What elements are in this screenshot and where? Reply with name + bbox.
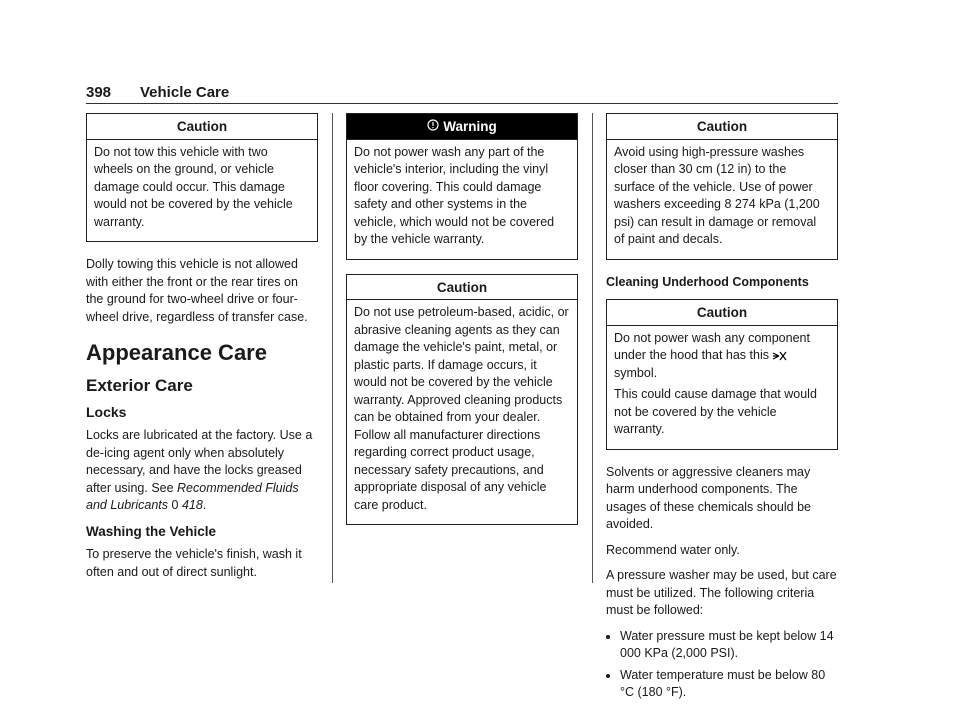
caution-box: [86, 113, 318, 242]
caution-text: Avoid using high-pressure washes closer than 30 cm (12 in) to the surface of the vehicle. Use of power washers exceeding 8 274 kPa (1,200 psi) can result in damage or removal of paint and decals.: [614, 144, 820, 246]
heading-exterior-care: Exterior Care: [86, 376, 193, 395]
caution-text: Do not tow this vehicle with two wheels on the ground, or vehicle damage could occur. This damage would not be covered by the vehicle warranty.: [94, 144, 293, 229]
list-item: • Water pressure must be kept below 14 000 KPa (2,000 PSI).: [620, 628, 838, 663]
solvents-paragraph: Solvents or aggressive cleaners may harm underhood components. The usages of these chemicals should be avoided.: [606, 464, 811, 531]
caution-title: Caution: [87, 114, 317, 140]
criteria-list: [606, 628, 838, 702]
caution-text: Do not use petroleum-based, acidic, or abrasive cleaning agents as they can damage the vehicle's paint, metal, or plastic parts. If damage occurs, it would not be covered by the vehicle warranty. Approved cleaning products can be obtained from your dealer. Follow all manufacturer directions regarding correct product usage, necessary safety precautions, and appropriate disposal of any vehicle care product.: [354, 305, 569, 512]
page-header: [86, 84, 838, 104]
heading-appearance-care: Appearance Care: [86, 340, 267, 365]
caution-title: Caution: [347, 275, 577, 301]
caution-title: Caution: [607, 300, 837, 326]
caution-title: Caution: [607, 114, 837, 140]
dolly-paragraph: Dolly towing this vehicle is not allowed with either the front or the rear tires on the ground for two-wheel drive or four-wheel drive, regardless of transfer case.: [86, 257, 308, 324]
warning-header: [347, 114, 577, 140]
caution-text-2: This could cause damage that would not be covered by the vehicle warranty.: [614, 387, 817, 436]
warning-box: [346, 113, 578, 260]
warning-triangle-icon: [427, 118, 439, 136]
water-paragraph: Recommend water only.: [606, 542, 740, 557]
warning-text: Do not power wash any part of the vehicle's interior, including the vinyl floor covering. This could damage safety and other systems in the vehicle, which would not be covered by the vehicle warranty.: [354, 144, 555, 246]
caution-text-symbol: [614, 330, 830, 383]
washing-paragraph: To preserve the vehicle's finish, wash it often and out of direct sunlight.: [86, 547, 302, 579]
column-divider: [592, 113, 593, 583]
column-divider: [332, 113, 333, 583]
locks-period: .: [202, 498, 207, 512]
page-number: 398: [86, 84, 112, 101]
caution-box: [346, 274, 578, 526]
no-power-wash-icon: [772, 350, 788, 362]
locks-text: Locks are lubricated at the factory. Use a de-icing agent only when absolutely necessary, and have the locks greased after using. See: [86, 428, 313, 495]
column-left: [86, 113, 318, 589]
locks-paragraph: [86, 427, 318, 515]
heading-washing: Washing the Vehicle: [86, 523, 217, 539]
caution-text-end: symbol.: [614, 365, 658, 380]
heading-underhood: Cleaning Underhood Components: [606, 274, 809, 289]
page-ref-icon: 0: [171, 498, 179, 512]
heading-locks: Locks: [86, 404, 127, 420]
column-right: [606, 113, 838, 706]
header-rule: [86, 103, 838, 104]
locks-reference-link[interactable]: Recommended Fluids and Lubricants: [86, 480, 299, 512]
caution-text: Do not power wash any component under the hood that has this: [614, 330, 810, 362]
column-middle: [346, 113, 578, 539]
list-item: • Water temperature must be below 80 °C (180 °F).: [620, 667, 838, 702]
caution-box-pressure: [606, 113, 838, 260]
pressure-paragraph: A pressure washer may be used, but care must be utilized. The following criteria must be followed:: [606, 568, 837, 617]
section-title: Vehicle Care: [140, 84, 230, 101]
locks-reference-page[interactable]: 418: [181, 498, 203, 512]
caution-box-underhood: [606, 299, 838, 450]
warning-title: Warning: [443, 119, 497, 134]
